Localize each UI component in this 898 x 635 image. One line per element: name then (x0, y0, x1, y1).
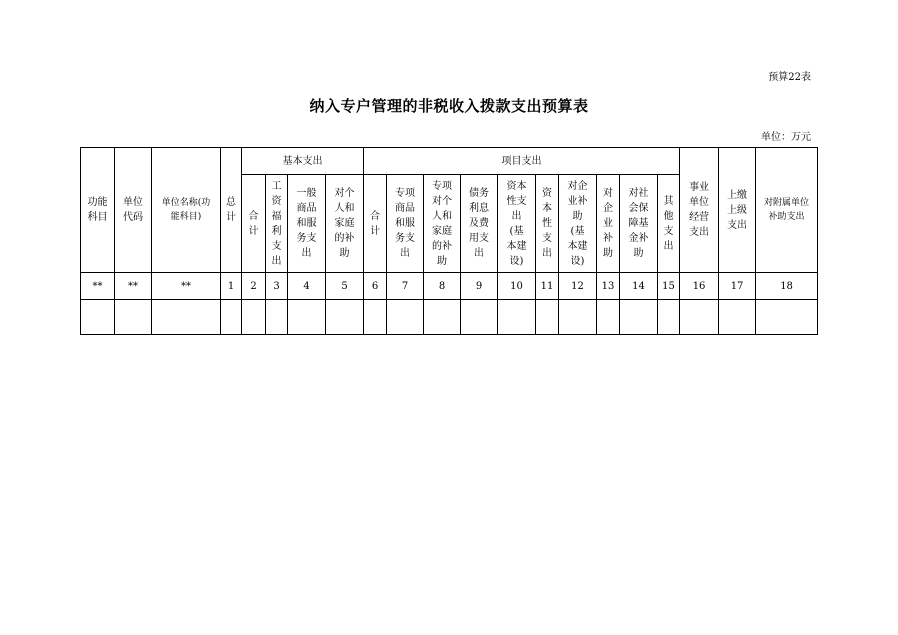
data-cell (288, 300, 326, 335)
data-cell (221, 300, 242, 335)
data-cell (242, 300, 266, 335)
header-func-subject: 功能 科目 (81, 148, 115, 273)
data-cell (498, 300, 536, 335)
data-cell (719, 300, 756, 335)
index-cell: 6 (364, 273, 387, 300)
index-cell: 8 (424, 273, 461, 300)
data-cell (680, 300, 719, 335)
header-other: 其 他 支 出 (658, 175, 680, 273)
index-cell: 9 (461, 273, 498, 300)
data-cell (387, 300, 424, 335)
data-cell (364, 300, 387, 335)
index-cell: 13 (597, 273, 620, 300)
data-cell (461, 300, 498, 335)
index-cell: 5 (326, 273, 364, 300)
header-capital-construction: 资本 性支 出 (基 本建 设) (498, 175, 536, 273)
index-cell: 17 (719, 273, 756, 300)
index-cell: ** (152, 273, 221, 300)
header-project-expenditure: 项目支出 (364, 148, 680, 175)
index-cell: 1 (221, 273, 242, 300)
header-enterprise: 对 企 业 补 助 (597, 175, 620, 273)
header-salary: 工 资 福 利 支 出 (266, 175, 288, 273)
header-upper-expenditure: 上缴 上级 支出 (719, 148, 756, 273)
data-cell (658, 300, 680, 335)
data-cell (536, 300, 559, 335)
header-business-expenditure: 事业 单位 经营 支出 (680, 148, 719, 273)
data-cell (559, 300, 597, 335)
header-special-personal: 专项 对个 人和 家庭 的补 助 (424, 175, 461, 273)
data-cell (115, 300, 152, 335)
header-row-groups (81, 148, 818, 175)
index-cell: ** (115, 273, 152, 300)
empty-data-row (81, 300, 818, 335)
data-cell (597, 300, 620, 335)
header-goods-services: 一般 商品 和服 务支 出 (288, 175, 326, 273)
data-cell (326, 300, 364, 335)
header-subsidiary-expenditure: 对附属单位 补助支出 (756, 148, 818, 273)
header-basic-total: 合 计 (242, 175, 266, 273)
data-cell (620, 300, 658, 335)
header-social-security: 对社 会保 障基 金补 助 (620, 175, 658, 273)
data-cell (266, 300, 288, 335)
form-code: 预算22表 (768, 72, 811, 83)
header-basic-expenditure: 基本支出 (242, 148, 364, 175)
index-cell: 16 (680, 273, 719, 300)
header-enterprise-construction: 对企 业补 助 (基 本建 设) (559, 175, 597, 273)
index-cell: 14 (620, 273, 658, 300)
header-debt-interest: 债务 利息 及费 用支 出 (461, 175, 498, 273)
data-cell (756, 300, 818, 335)
header-capital: 资 本 性 支 出 (536, 175, 559, 273)
data-cell (152, 300, 221, 335)
index-cell: 12 (559, 273, 597, 300)
header-personal-subsidy: 对个 人和 家庭 的补 助 (326, 175, 364, 273)
header-project-total: 合 计 (364, 175, 387, 273)
index-cell: 15 (658, 273, 680, 300)
index-cell: 11 (536, 273, 559, 300)
index-row (81, 273, 818, 300)
index-cell: 4 (288, 273, 326, 300)
unit-label: 单位：万元 (761, 132, 811, 143)
index-cell: 10 (498, 273, 536, 300)
index-cell: 2 (242, 273, 266, 300)
header-unit-code: 单位 代码 (115, 148, 152, 273)
page-title: 纳入专户管理的非税收入拨款支出预算表 (309, 97, 589, 115)
data-cell (424, 300, 461, 335)
budget-table (80, 147, 818, 335)
index-cell: 7 (387, 273, 424, 300)
index-cell: ** (81, 273, 115, 300)
header-total: 总 计 (221, 148, 242, 273)
index-cell: 18 (756, 273, 818, 300)
header-unit-name: 单位名称(功 能科目) (152, 148, 221, 273)
index-cell: 3 (266, 273, 288, 300)
header-special-goods: 专项 商品 和服 务支 出 (387, 175, 424, 273)
data-cell (81, 300, 115, 335)
